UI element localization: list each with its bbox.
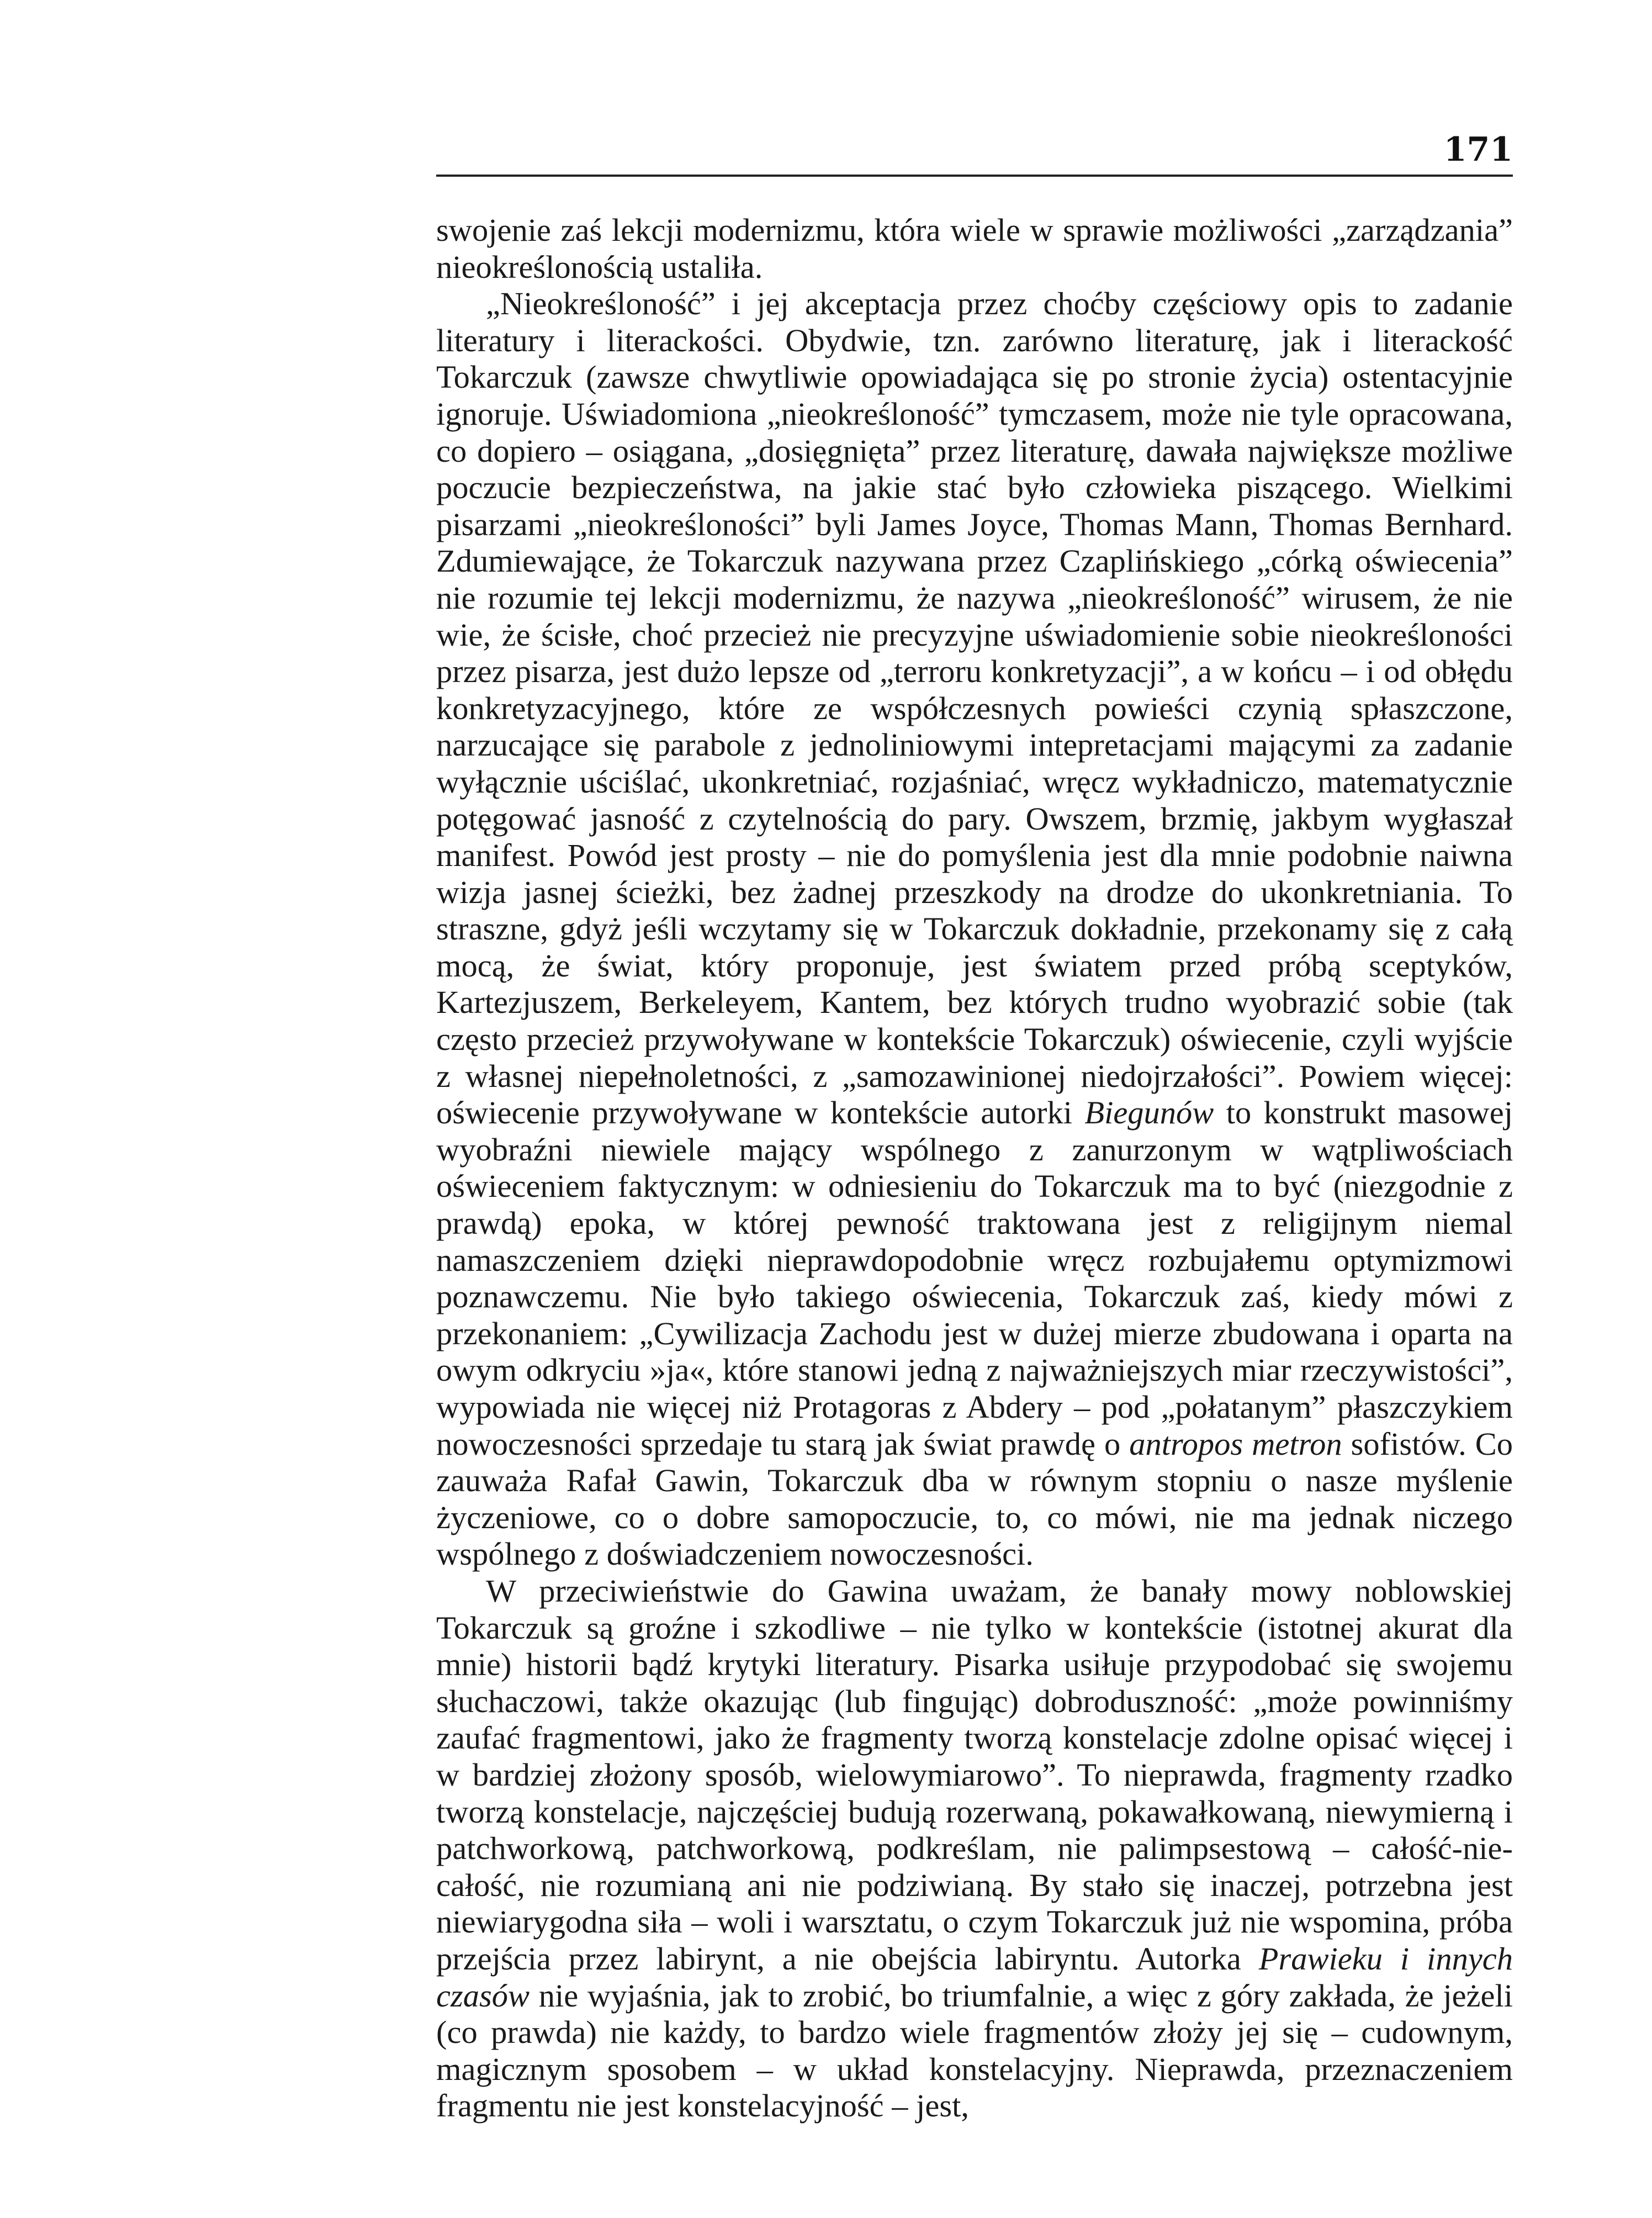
body-text bbox=[436, 212, 1513, 2125]
paragraph-2 bbox=[436, 286, 1513, 1573]
paragraph-3 bbox=[436, 1573, 1513, 2125]
italic-title-biegunow: Biegunów bbox=[1084, 1095, 1214, 1131]
italic-title-prawieku: Prawieku i innych czasów bbox=[436, 1940, 1513, 2014]
paragraph-1 bbox=[436, 212, 1513, 286]
text-run: sofistów. Co zauważa Rafał Gawin, Tokarczuk dba w równym stopniu o nasze myślenie życzeniowe, co o dobre samopoczucie, to, co mówi, nie ma jednak niczego wspólnego z doświadczeniem nowoczesności. bbox=[436, 1425, 1513, 1572]
text-run: nie wyjaśnia, jak to zrobić, bo triumfalnie, a więc z góry zakłada, że jeżeli (co prawda) nie każdy, to bardzo wiele fragmentów złoży jej się – cudownym, magicznym sposobem – w układ konstelacyjny. Nieprawda, przeznaczeniem fragmentu nie jest konstelacyjność – jest, bbox=[436, 1977, 1513, 2124]
text-run: W przeciwieństwie do Gawina uważam, że banały mowy noblowskiej Tokarczuk są groźne i szkodliwe – nie tylko w kontekście (istotnej akurat dla mnie) historii bądź krytyki literatury. Pisarka usiłuje przypodobać się swojemu słuchaczowi, także okazując (lub fingując) dobroduszność: „może powinniśmy zaufać fragmentowi, jako że fragmenty tworzą konstelacje zdolne opisać więcej i w bardziej złożony sposób, wielowymiarowo”. To nieprawda, fragmenty rzadko tworzą konstelacje, najczęściej budują rozerwaną, pokawałkowaną, niewymierną i patchworkową, patchworkową, podkreślam, nie palimpsestową – całość-nie-całość, nie rozumianą ani nie podziwianą. By stało się inaczej, potrzebna jest niewiarygodna siła – woli i warsztatu, o czym Tokarczuk już nie wspomina, próba przejścia przez labirynt, a nie obejścia labiryntu. Autorka bbox=[436, 1572, 1513, 1977]
text-run: swojenie zaś lekcji modernizmu, która wiele w sprawie możliwości „zarządzania” nieokreślonością ustaliła. bbox=[436, 212, 1513, 285]
header-rule bbox=[436, 175, 1513, 177]
italic-phrase-antropos-metron: antropos metron bbox=[1129, 1425, 1342, 1462]
text-run: to konstrukt masowej wyobraźni niewiele mający wspólnego z zanurzonym w wątpliwościach oświeceniem faktycznym: w odniesieniu do Tokarczuk ma to być (niezgodnie z prawdą) epoka, w której pewność traktowana jest z religijnym niemal namaszczeniem dzięki nieprawdopodobnie wręcz rozbujałemu optymizmowi poznawczemu. Nie było takiego oświecenia, Tokarczuk zaś, kiedy mówi z przekonaniem: „Cywilizacja Zachodu jest w dużej mierze zbudowana i oparta na owym odkryciu »ja«, które stanowi jedną z najważniejszych miar rzeczywistości”, wypowiada nie więcej niż Protagoras z Abdery – pod „połatanym” płaszczykiem nowoczesności sprzedaje tu starą jak świat prawdę o bbox=[436, 1095, 1513, 1462]
text-run: „Nieokreśloność” i jej akceptacja przez choćby częściowy opis to zadanie literatury i literackości. Obydwie, tzn. zarówno literaturę, jak i literackość Tokarczuk (zawsze chwytliwie opowiadająca się po stronie życia) ostentacyjnie ignoruje. Uświadomiona „nieokreśloność” tymczasem, może nie tyle opracowana, co dopiero – osiągana, „dosięgnięta” przez literaturę, dawała największe możliwe poczucie bezpieczeństwa, na jakie stać było człowieka piszącego. Wielkimi pisarzami „nieokreśloności” byli James Joyce, Thomas Mann, Thomas Bernhard. Zdumiewające, że Tokarczuk nazywana przez Czaplińskiego „córką oświecenia” nie rozumie tej lekcji modernizmu, że nazywa „nieokreśloność” wirusem, że nie wie, że ścisłe, choć przecież nie precyzyjne uświadomienie sobie nieokreśloności przez pisarza, jest dużo lepsze od „terroru konkretyzacji”, a w końcu – i od obłędu konkretyzacyjnego, które ze współczesnych powieści czynią spłaszczone, narzucające się parabole z jednoliniowymi intepretacjami mającymi za zadanie wyłącznie uściślać, ukonkretniać, rozjaśniać, wręcz wykładniczo, matematycznie potęgować jasność z czytelnością do pary. Owszem, brzmię, jakbym wygłaszał manifest. Powód jest prosty – nie do pomyślenia jest dla mnie podobnie naiwna wizja jasnej ścieżki, bez żadnej przeszkody na drodze do ukonkretniania. To straszne, gdyż jeśli wczytamy się w Tokarczuk dokładnie, przekonamy się z całą mocą, że świat, który proponuje, jest światem przed próbą sceptyków, Kartezjuszem, Berkeleyem, Kantem, bez których trudno wyobrazić sobie (tak często przecież przywoływane w kontekście Tokarczuk) oświecenie, czyli wyjście z własnej niepełnoletności, z „samozawinionej niedojrzałości”. Powiem więcej: oświecenie przywoływane w kontekście autorki bbox=[436, 286, 1513, 1131]
page-number: 171 bbox=[1443, 130, 1513, 169]
